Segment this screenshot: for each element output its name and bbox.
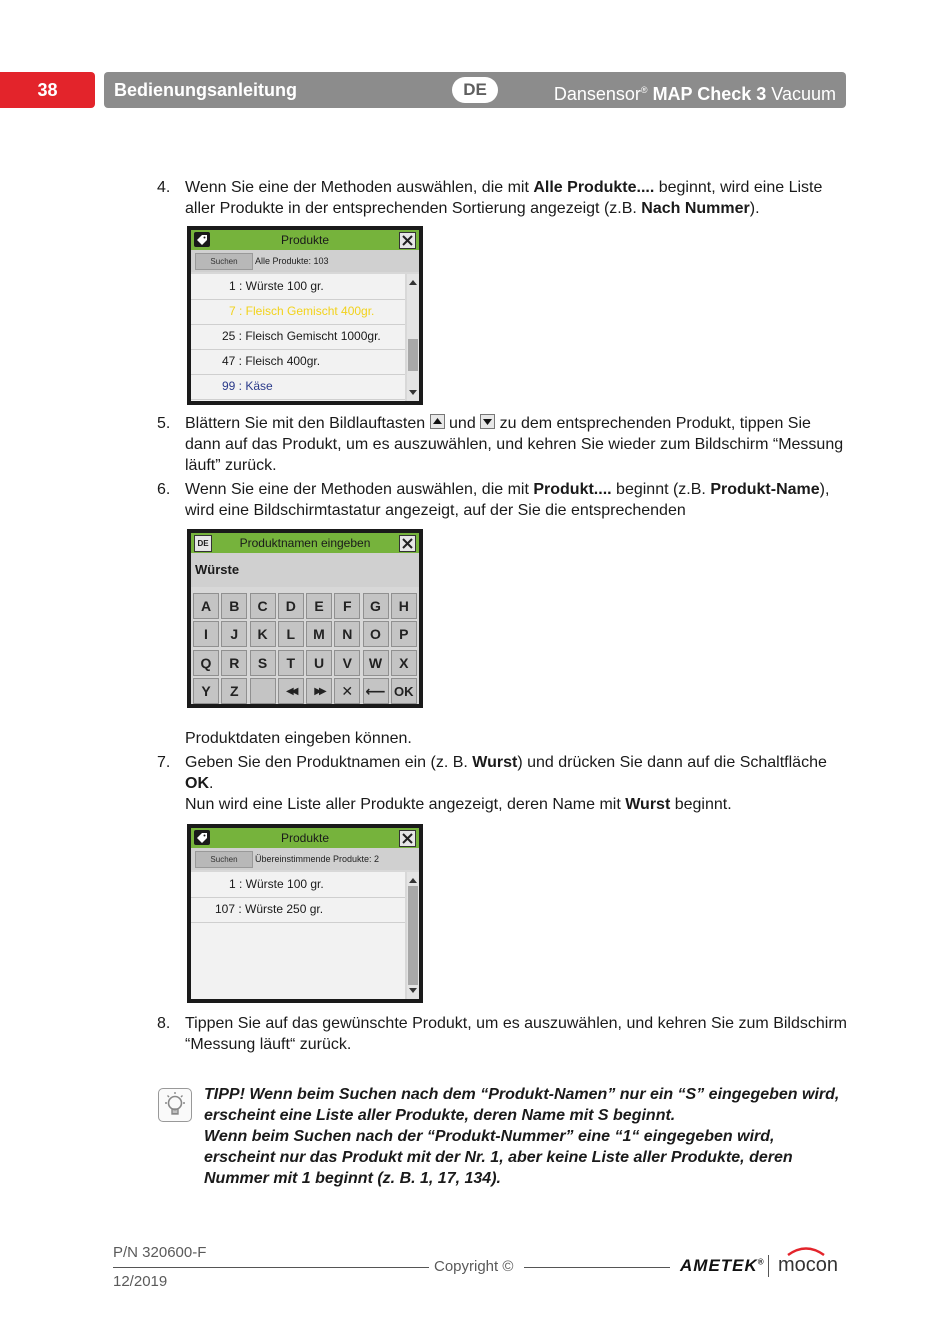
screen-title: Produktnamen eingeben [239, 536, 371, 550]
scrollbar[interactable] [407, 274, 419, 401]
product-list [191, 872, 405, 999]
key-k[interactable]: K [250, 621, 276, 647]
scroll-down-icon[interactable] [407, 387, 419, 399]
text-run: Wenn Sie eine der Methoden auswählen, die mit [185, 481, 534, 498]
key-w[interactable]: W [363, 650, 389, 676]
key-i[interactable]: I [193, 621, 219, 647]
key-o[interactable]: O [363, 621, 389, 647]
key-r[interactable]: R [221, 650, 247, 676]
key-b[interactable]: B [221, 593, 247, 619]
search-button[interactable]: Suchen [195, 851, 253, 868]
step-5 [157, 413, 847, 476]
screen-content [191, 230, 419, 401]
list-item[interactable] [191, 299, 405, 325]
list-item[interactable] [191, 872, 405, 898]
text-run: Geben Sie den Produktnamen ein (z. B. [185, 754, 473, 771]
scroll-up-icon[interactable] [407, 874, 419, 886]
product-list [191, 274, 405, 401]
key-d[interactable]: D [278, 593, 304, 619]
language-badge: DE [452, 77, 498, 103]
screen-titlebar [191, 533, 419, 553]
product-name-input[interactable] [191, 553, 419, 587]
footer-divider [524, 1267, 670, 1268]
list-item-label: 7 : Fleisch Gemischt 400gr. [229, 304, 375, 318]
list-item[interactable] [191, 374, 405, 400]
list-item[interactable] [191, 897, 405, 923]
tip-text [204, 1084, 844, 1189]
backspace-key[interactable]: ⟵ [363, 678, 389, 704]
list-item-label: 1 : Würste 100 gr. [229, 279, 324, 293]
step-number: 5. [157, 415, 171, 432]
input-value: Würste [195, 562, 240, 577]
text-bold: OK [185, 775, 209, 792]
scroll-down-key-icon [480, 414, 495, 429]
step-number: 6. [157, 481, 171, 498]
registered-mark: ® [757, 1257, 765, 1267]
key-v[interactable]: V [334, 650, 360, 676]
search-row [191, 250, 419, 272]
step-text [185, 479, 847, 521]
key-q[interactable]: Q [193, 650, 219, 676]
revision-date: 12/2019 [113, 1273, 168, 1290]
text-bold: Nach Nummer [641, 200, 750, 217]
screen-title: Produkte [280, 831, 330, 845]
scroll-down-icon[interactable] [407, 985, 419, 997]
registered-mark: ® [640, 85, 648, 95]
text-run: und [444, 415, 481, 432]
step-text: Produktdaten eingeben können. [185, 730, 412, 747]
key-y[interactable]: Y [193, 678, 219, 704]
ok-key[interactable]: OK [391, 678, 417, 704]
lightbulb-icon [158, 1088, 192, 1122]
step-text: Tippen Sie auf das gewünschte Produkt, um es auszuwählen, und kehren Sie zum Bildschirm “Messung läuft“ zurück. [185, 1015, 847, 1053]
list-item-label: 47 : Fleisch 400gr. [222, 354, 321, 368]
language-button[interactable]: DE [194, 535, 212, 552]
close-icon[interactable] [399, 830, 416, 847]
key-p[interactable]: P [391, 621, 417, 647]
copyright: Copyright © [434, 1258, 514, 1275]
key-c[interactable]: C [250, 593, 276, 619]
list-item-label: 25 : Fleisch Gemischt 1000gr. [222, 329, 381, 343]
text-run: ), wird eine Bildschirmtastatur angezeigt, auf der Sie die entsprechenden [185, 481, 830, 519]
text-bold: Produkt.... [533, 481, 612, 498]
key-x[interactable]: X [391, 650, 417, 676]
text-bold: Wurst [625, 796, 671, 813]
scroll-up-icon[interactable] [407, 276, 419, 288]
key-j[interactable]: J [221, 621, 247, 647]
match-count: Übereinstimmende Produkte: 2 [255, 854, 380, 864]
key-z[interactable]: Z [221, 678, 247, 704]
key-e[interactable]: E [306, 593, 332, 619]
key-f[interactable]: F [334, 593, 360, 619]
text-run: ) und drücken Sie dann auf die Schaltfläche [517, 754, 827, 771]
mocon-logo-arc [786, 1246, 826, 1256]
step-6 [157, 479, 847, 521]
page-number: 38 [0, 72, 95, 108]
list-item-label: 99 : Käse [222, 379, 273, 393]
text-run: Wenn Sie eine der Methoden auswählen, die mit [185, 179, 534, 196]
ametek-logo [680, 1256, 765, 1276]
key-t[interactable]: T [278, 650, 304, 676]
step-text [185, 752, 847, 815]
close-icon[interactable] [399, 232, 416, 249]
step-8 [157, 1013, 847, 1055]
forward-key[interactable]: ▶▶ [306, 678, 332, 704]
list-item-label: 107 : Würste 250 gr. [215, 902, 324, 916]
screen-content [191, 533, 419, 704]
key-a[interactable]: A [193, 593, 219, 619]
text-run: Nun wird eine Liste aller Produkte angezeigt, deren Name mit [185, 796, 626, 813]
step-text [185, 413, 847, 476]
keyboard-screen [187, 529, 423, 708]
product-model: MAP Check 3 [652, 84, 767, 104]
list-item[interactable] [191, 324, 405, 350]
screen-content [191, 828, 419, 999]
logo-divider [768, 1255, 769, 1277]
tip-line: TIPP! Wenn beim Suchen nach dem “Produkt-Namen” nur ein “S” eingegeben wird, erscheint eine Liste aller Produkte, deren Name mit S beginnt. [204, 1086, 840, 1124]
footer-divider [113, 1267, 429, 1268]
text-bold: Produkt-Name [710, 481, 820, 498]
key-n[interactable]: N [334, 621, 360, 647]
text-run: beginnt, wird eine Liste aller Produkte in der entsprechenden Sortierung angezeigt (z.B. [185, 179, 823, 217]
rewind-key[interactable]: ◀◀ [278, 678, 304, 704]
scroll-up-key-icon [430, 414, 445, 429]
matching-products-screen [187, 824, 423, 1003]
text-run: Blättern Sie mit den Bildlauftasten [185, 415, 430, 432]
text-run: zu dem entsprechenden Produkt, tippen Sie dann auf das Produkt, um es auszuwählen, und kehren Sie wieder zum Bildschirm “Messung läuft” zurück. [185, 415, 844, 474]
key-m[interactable]: M [306, 621, 332, 647]
step-6-continuation [157, 728, 847, 749]
product-variant: Vacuum [771, 84, 836, 104]
text-bold: Wurst [472, 754, 518, 771]
clear-key[interactable]: ✕ [334, 678, 360, 704]
header-bar [104, 72, 846, 108]
product-name [554, 72, 836, 112]
close-icon[interactable] [399, 535, 416, 552]
screen-titlebar [191, 230, 419, 250]
key-u[interactable]: U [306, 650, 332, 676]
mocon-logo-text: mocon [778, 1254, 839, 1276]
key-l[interactable]: L [278, 621, 304, 647]
scrollbar-thumb[interactable] [408, 339, 418, 371]
text-run: ). [749, 200, 760, 217]
key-h[interactable]: H [391, 593, 417, 619]
screen-titlebar [191, 828, 419, 848]
mocon-logo [778, 1254, 838, 1277]
text-run: beginnt (z.B. [611, 481, 711, 498]
screen-title: Produkte [280, 233, 330, 247]
document-title: Bedienungsanleitung [114, 80, 298, 100]
key-g[interactable]: G [363, 593, 389, 619]
step-number: 4. [157, 179, 171, 196]
step-number: 7. [157, 754, 171, 771]
list-item[interactable] [191, 274, 405, 300]
ametek-logo-text: AMETEK [680, 1256, 758, 1275]
text-bold: Alle Produkte.... [533, 179, 655, 196]
scrollbar-thumb[interactable] [408, 886, 418, 985]
text-run: beginnt. [670, 796, 732, 813]
space-key[interactable] [250, 678, 276, 704]
list-item[interactable] [191, 349, 405, 375]
text-run: . [209, 775, 214, 792]
scrollbar[interactable] [407, 872, 419, 999]
list-item-label: 1 : Würste 100 gr. [229, 877, 324, 891]
products-screen [187, 226, 423, 405]
search-button[interactable]: Suchen [195, 253, 253, 270]
search-row [191, 848, 419, 870]
step-7 [157, 752, 847, 815]
tip-line: Wenn beim Suchen nach der “Produkt-Nummer” eine “1“ eingegeben wird, erscheint nur das Produkt mit der Nr. 1, aber keine Liste aller Produkte, deren Nummer mit 1 beginnt (z. B. 1, 17, 134). [204, 1128, 793, 1187]
step-number: 8. [157, 1015, 171, 1032]
part-number: P/N 320600-F [113, 1244, 207, 1261]
product-count: Alle Produkte: 103 [255, 256, 329, 266]
key-s[interactable]: S [250, 650, 276, 676]
step-text [185, 177, 847, 219]
step-4 [157, 177, 847, 219]
brand-name: Dansensor [553, 84, 641, 104]
